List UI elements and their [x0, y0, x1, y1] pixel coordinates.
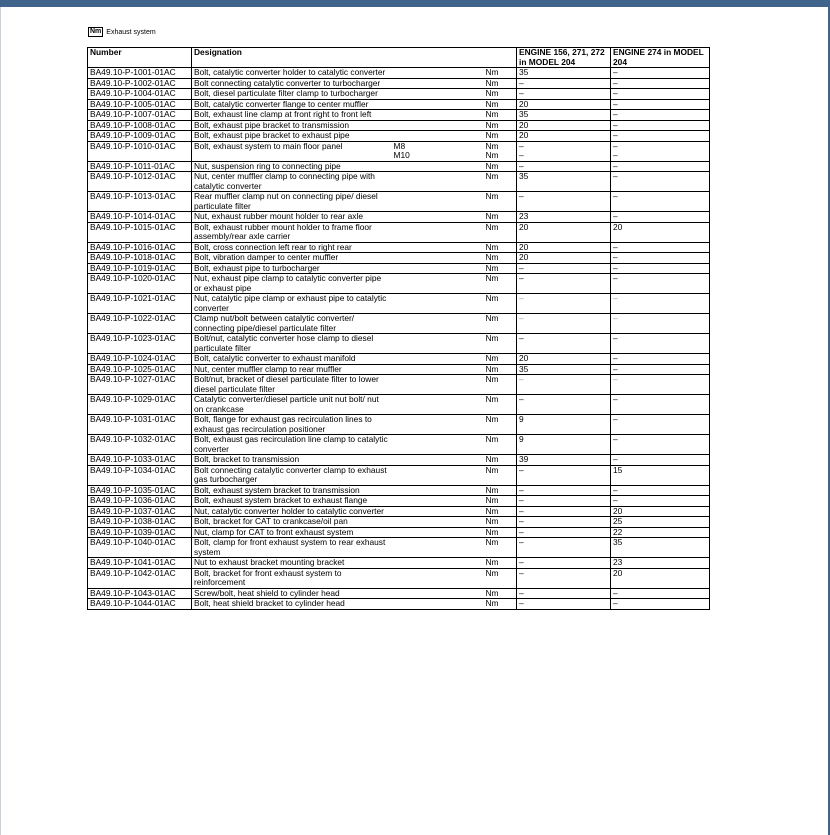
table-row: [88, 455, 710, 466]
engine-156-271-272-value: –: [517, 89, 611, 100]
unit-cell: Nm: [484, 89, 517, 100]
part-number-cell: BA49.10-P-1005-01AC: [88, 99, 192, 110]
unit-cell: Nm: [484, 354, 517, 365]
designation-cell: Nut, center muffler clamp to rear muffler: [192, 364, 392, 375]
part-number-cell: BA49.10-P-1037-01AC: [88, 506, 192, 517]
engine-274-value: –: [611, 354, 710, 365]
thread-size-cell: [392, 527, 484, 538]
designation-cell: Bolt, flange for exhaust gas recirculation lines to exhaust gas recirculation positioner: [192, 415, 392, 435]
part-number-cell: BA49.10-P-1033-01AC: [88, 455, 192, 466]
table-row: [88, 294, 710, 314]
part-number-cell: BA49.10-P-1025-01AC: [88, 364, 192, 375]
engine-274-value: –: [611, 78, 710, 89]
part-number-cell: BA49.10-P-1027-01AC: [88, 375, 192, 395]
unit-cell: Nm: [484, 527, 517, 538]
table-row: [88, 558, 710, 569]
thread-size-cell: [392, 354, 484, 365]
unit-cell: Nm: [484, 455, 517, 466]
designation-cell: Rear muffler clamp nut on connecting pipe/ diesel particulate filter: [192, 192, 392, 212]
designation-cell: Bolt connecting catalytic converter to turbocharger: [192, 78, 392, 89]
designation-cell: Nut, exhaust pipe clamp to catalytic converter pipe or exhaust pipe: [192, 274, 392, 294]
part-number-cell: BA49.10-P-1029-01AC: [88, 395, 192, 415]
table-row: [88, 415, 710, 435]
designation-cell: Clamp nut/bolt between catalytic converter/ connecting pipe/diesel particulate filter: [192, 314, 392, 334]
thread-size-cell: [392, 242, 484, 253]
engine-274-value: –: [611, 455, 710, 466]
unit-cell: Nm: [484, 314, 517, 334]
unit-cell: Nm: [484, 131, 517, 142]
part-number-cell: BA49.10-P-1002-01AC: [88, 78, 192, 89]
unit-cell: Nm: [484, 141, 517, 151]
designation-cell: Bolt, exhaust system bracket to transmission: [192, 485, 392, 496]
thread-size-cell: [392, 496, 484, 507]
unit-cell: Nm: [484, 558, 517, 569]
thread-size-cell: [392, 99, 484, 110]
engine-156-271-272-value: –: [517, 192, 611, 212]
designation-cell: Bolt, cross connection left rear to right rear: [192, 242, 392, 253]
thread-size-cell: [392, 314, 484, 334]
section-title: Exhaust system: [106, 28, 156, 36]
thread-size-cell: [392, 110, 484, 121]
header-designation: Designation: [192, 48, 517, 68]
designation-cell: Nut, suspension ring to connecting pipe: [192, 161, 392, 172]
designation-cell: Bolt/nut, catalytic converter hose clamp to diesel particulate filter: [192, 334, 392, 354]
thread-size-cell: [392, 120, 484, 131]
thread-size-cell: [392, 89, 484, 100]
engine-156-271-272-value: –: [517, 274, 611, 294]
table-row: [88, 506, 710, 517]
engine-274-value: 23: [611, 558, 710, 569]
part-number-cell: BA49.10-P-1043-01AC: [88, 588, 192, 599]
unit-cell: Nm: [484, 242, 517, 253]
unit-cell: Nm: [484, 99, 517, 110]
engine-156-271-272-value: –: [517, 314, 611, 334]
engine-274-value: 35: [611, 538, 710, 558]
designation-cell: Bolt, diesel particulate filter clamp to turbocharger: [192, 89, 392, 100]
unit-cell: Nm: [484, 538, 517, 558]
designation-cell: Bolt, bracket for front exhaust system to reinforcement: [192, 568, 392, 588]
thread-size-cell: [392, 222, 484, 242]
designation-cell: Nut to exhaust bracket mounting bracket: [192, 558, 392, 569]
table-row: [88, 161, 710, 172]
part-number-cell: BA49.10-P-1031-01AC: [88, 415, 192, 435]
designation-cell: Nut, catalytic converter holder to catalytic converter: [192, 506, 392, 517]
unit-cell: Nm: [484, 485, 517, 496]
table-row: [88, 395, 710, 415]
thread-size-cell: [392, 558, 484, 569]
designation-cell: Nut, exhaust rubber mount holder to rear axle: [192, 212, 392, 223]
part-number-cell: BA49.10-P-1035-01AC: [88, 485, 192, 496]
designation-cell: Nut, clamp for CAT to front exhaust system: [192, 527, 392, 538]
engine-274-value: –: [611, 314, 710, 334]
designation-cell: Bolt, catalytic converter flange to center muffler: [192, 99, 392, 110]
table-row: [88, 314, 710, 334]
thread-size-cell: [392, 485, 484, 496]
engine-274-value: –: [611, 294, 710, 314]
engine-156-271-272-value: –: [517, 527, 611, 538]
engine-156-271-272-value: 35: [517, 172, 611, 192]
table-row: [88, 334, 710, 354]
engine-274-value: –: [611, 496, 710, 507]
designation-cell: Bolt, exhaust pipe bracket to transmission: [192, 120, 392, 131]
header-engine-274: ENGINE 274 in MODEL 204: [611, 48, 710, 68]
unit-cell: Nm: [484, 496, 517, 507]
table-row: [88, 222, 710, 242]
engine-274-value: 20: [611, 568, 710, 588]
part-number-cell: BA49.10-P-1023-01AC: [88, 334, 192, 354]
part-number-cell: BA49.10-P-1013-01AC: [88, 192, 192, 212]
unit-cell: Nm: [484, 415, 517, 435]
table-row: [88, 242, 710, 253]
designation-cell: Bolt connecting catalytic converter clamp to exhaust gas turbocharger: [192, 465, 392, 485]
engine-274-value: –: [611, 242, 710, 253]
unit-cell: Nm: [484, 334, 517, 354]
engine-274-value: –: [611, 395, 710, 415]
engine-274-value: –: [611, 68, 710, 79]
engine-274-value: –: [611, 131, 710, 142]
engine-156-271-272-value: 20: [517, 222, 611, 242]
table-row: [88, 68, 710, 79]
window-left-border: [0, 7, 1, 835]
part-number-cell: BA49.10-P-1036-01AC: [88, 496, 192, 507]
engine-156-271-272-value: 9: [517, 435, 611, 455]
engine-156-271-272-value: –: [517, 294, 611, 314]
engine-156-271-272-value: –: [517, 538, 611, 558]
thread-size-cell: [392, 375, 484, 395]
thread-size-cell: [392, 465, 484, 485]
engine-156-271-272-value: –: [517, 588, 611, 599]
engine-156-271-272-value: 20: [517, 131, 611, 142]
table-row: [88, 517, 710, 528]
unit-cell: Nm: [484, 517, 517, 528]
unit-cell: Nm: [484, 263, 517, 274]
part-number-cell: BA49.10-P-1021-01AC: [88, 294, 192, 314]
engine-274-value: –: [611, 110, 710, 121]
part-number-cell: BA49.10-P-1014-01AC: [88, 212, 192, 223]
engine-156-271-272-value: 35: [517, 68, 611, 79]
table-row: [88, 120, 710, 131]
header-engine-156-271-272: ENGINE 156, 271, 272 in MODEL 204: [517, 48, 611, 68]
table-row: [88, 465, 710, 485]
designation-cell: Bolt, heat shield bracket to cylinder head: [192, 599, 392, 610]
unit-cell: Nm: [484, 465, 517, 485]
engine-274-value: –: [611, 485, 710, 496]
engine-156-271-272-value: –: [517, 141, 611, 151]
engine-274-value: –: [611, 334, 710, 354]
thread-size-cell: [392, 274, 484, 294]
unit-cell: Nm: [484, 151, 517, 161]
table-row: [88, 538, 710, 558]
engine-274-value: –: [611, 588, 710, 599]
unit-cell: Nm: [484, 120, 517, 131]
unit-cell: Nm: [484, 364, 517, 375]
engine-274-value: 25: [611, 517, 710, 528]
engine-156-271-272-value: –: [517, 161, 611, 172]
thread-size-cell: [392, 395, 484, 415]
unit-cell: Nm: [484, 161, 517, 172]
thread-size-cell: [392, 253, 484, 264]
designation-cell: Bolt, exhaust gas recirculation line clamp to catalytic converter: [192, 435, 392, 455]
nm-unit-icon: Nm: [90, 28, 102, 35]
thread-size-cell: [392, 131, 484, 142]
engine-274-value: 20: [611, 222, 710, 242]
unit-cell: Nm: [484, 568, 517, 588]
designation-cell: Bolt, bracket to transmission: [192, 455, 392, 466]
part-number-cell: BA49.10-P-1019-01AC: [88, 263, 192, 274]
designation-cell: Bolt, exhaust system bracket to exhaust flange: [192, 496, 392, 507]
thread-size-cell: [392, 68, 484, 79]
section-heading: [88, 26, 156, 38]
thread-size-cell: [392, 161, 484, 172]
table-row: [88, 172, 710, 192]
engine-156-271-272-value: –: [517, 334, 611, 354]
designation-cell: Screw/bolt, heat shield to cylinder head: [192, 588, 392, 599]
table-row: [88, 274, 710, 294]
table-body: [88, 68, 710, 610]
thread-size-cell: [392, 78, 484, 89]
part-number-cell: BA49.10-P-1015-01AC: [88, 222, 192, 242]
thread-size-cell: M10: [392, 151, 484, 161]
part-number-cell: BA49.10-P-1018-01AC: [88, 253, 192, 264]
engine-274-value: –: [611, 161, 710, 172]
part-number-cell: BA49.10-P-1041-01AC: [88, 558, 192, 569]
part-number-cell: BA49.10-P-1024-01AC: [88, 354, 192, 365]
engine-156-271-272-value: 20: [517, 242, 611, 253]
table-row: [88, 192, 710, 212]
engine-274-value: –: [611, 151, 710, 161]
designation-cell: Bolt, catalytic converter to exhaust manifold: [192, 354, 392, 365]
torque-table: [87, 47, 710, 610]
table-row: [88, 588, 710, 599]
designation-cell: Bolt, exhaust rubber mount holder to frame floor assembly/rear axle carrier: [192, 222, 392, 242]
part-number-cell: BA49.10-P-1016-01AC: [88, 242, 192, 253]
engine-274-value: –: [611, 89, 710, 100]
engine-156-271-272-value: –: [517, 558, 611, 569]
part-number-cell: BA49.10-P-1039-01AC: [88, 527, 192, 538]
engine-274-value: –: [611, 274, 710, 294]
part-number-cell: BA49.10-P-1032-01AC: [88, 435, 192, 455]
table-row: [88, 78, 710, 89]
unit-cell: Nm: [484, 172, 517, 192]
thread-size-cell: [392, 435, 484, 455]
table-row: [88, 131, 710, 142]
unit-cell: Nm: [484, 78, 517, 89]
unit-cell: Nm: [484, 110, 517, 121]
table-row: [88, 99, 710, 110]
thread-size-cell: [392, 364, 484, 375]
engine-156-271-272-value: –: [517, 375, 611, 395]
engine-156-271-272-value: –: [517, 263, 611, 274]
designation-cell: Bolt, exhaust system to main floor panel: [192, 141, 392, 151]
table-row: [88, 485, 710, 496]
window-top-bar: [0, 0, 830, 7]
unit-cell: Nm: [484, 274, 517, 294]
thread-size-cell: [392, 506, 484, 517]
part-number-cell: BA49.10-P-1038-01AC: [88, 517, 192, 528]
part-number-cell: BA49.10-P-1020-01AC: [88, 274, 192, 294]
part-number-cell: BA49.10-P-1012-01AC: [88, 172, 192, 192]
engine-156-271-272-value: –: [517, 78, 611, 89]
table-row: [88, 263, 710, 274]
unit-cell: Nm: [484, 192, 517, 212]
designation-cell: Nut, catalytic pipe clamp or exhaust pipe to catalytic converter: [192, 294, 392, 314]
unit-cell: Nm: [484, 435, 517, 455]
engine-156-271-272-value: 39: [517, 455, 611, 466]
designation-cell: Bolt/nut, bracket of diesel particulate filter to lower diesel particulate filter: [192, 375, 392, 395]
table-row: [88, 435, 710, 455]
part-number-cell: BA49.10-P-1009-01AC: [88, 131, 192, 142]
thread-size-cell: [392, 263, 484, 274]
table-row: [88, 212, 710, 223]
engine-274-value: –: [611, 212, 710, 223]
engine-274-value: 20: [611, 506, 710, 517]
unit-cell: Nm: [484, 375, 517, 395]
engine-274-value: –: [611, 415, 710, 435]
engine-156-271-272-value: –: [517, 506, 611, 517]
engine-156-271-272-value: –: [517, 395, 611, 415]
table-row: [88, 496, 710, 507]
part-number-cell: BA49.10-P-1004-01AC: [88, 89, 192, 100]
table-row: [88, 527, 710, 538]
thread-size-cell: [392, 172, 484, 192]
unit-cell: Nm: [484, 212, 517, 223]
table-row: [88, 364, 710, 375]
table-row: [88, 151, 710, 161]
thread-size-cell: [392, 334, 484, 354]
engine-156-271-272-value: 20: [517, 253, 611, 264]
engine-156-271-272-value: 23: [517, 212, 611, 223]
table-row: [88, 89, 710, 100]
engine-156-271-272-value: –: [517, 465, 611, 485]
table-row: [88, 253, 710, 264]
unit-cell: Nm: [484, 395, 517, 415]
designation-cell: Catalytic converter/diesel particle unit nut bolt/ nut on crankcase: [192, 395, 392, 415]
designation-cell: Bolt, catalytic converter holder to catalytic converter: [192, 68, 392, 79]
engine-156-271-272-value: 35: [517, 110, 611, 121]
table-row: [88, 354, 710, 365]
unit-cell: Nm: [484, 506, 517, 517]
table-header-row: [88, 48, 710, 68]
thread-size-cell: [392, 599, 484, 610]
engine-156-271-272-value: 9: [517, 415, 611, 435]
engine-274-value: –: [611, 435, 710, 455]
table-row: [88, 599, 710, 610]
engine-274-value: –: [611, 99, 710, 110]
table-row: [88, 375, 710, 395]
unit-cell: Nm: [484, 253, 517, 264]
table-row: [88, 141, 710, 151]
thread-size-cell: [392, 294, 484, 314]
engine-156-271-272-value: –: [517, 485, 611, 496]
engine-274-value: –: [611, 172, 710, 192]
engine-274-value: –: [611, 263, 710, 274]
thread-size-cell: [392, 517, 484, 528]
engine-274-value: –: [611, 599, 710, 610]
engine-156-271-272-value: –: [517, 568, 611, 588]
header-number: Number: [88, 48, 192, 68]
table-row: [88, 568, 710, 588]
thread-size-cell: [392, 538, 484, 558]
designation-cell: Bolt, clamp for front exhaust system to rear exhaust system: [192, 538, 392, 558]
part-number-cell: BA49.10-P-1044-01AC: [88, 599, 192, 610]
thread-size-cell: [392, 212, 484, 223]
thread-size-cell: [392, 588, 484, 599]
thread-size-cell: M8: [392, 141, 484, 151]
part-number-cell: BA49.10-P-1034-01AC: [88, 465, 192, 485]
engine-274-value: –: [611, 375, 710, 395]
part-number-cell: BA49.10-P-1008-01AC: [88, 120, 192, 131]
engine-274-value: –: [611, 364, 710, 375]
part-number-cell: BA49.10-P-1042-01AC: [88, 568, 192, 588]
unit-cell: Nm: [484, 588, 517, 599]
engine-156-271-272-value: –: [517, 496, 611, 507]
unit-cell: Nm: [484, 222, 517, 242]
engine-274-value: –: [611, 120, 710, 131]
designation-cell: Bolt, vibration damper to center muffler: [192, 253, 392, 264]
engine-156-271-272-value: 20: [517, 99, 611, 110]
engine-156-271-272-value: –: [517, 517, 611, 528]
thread-size-cell: [392, 415, 484, 435]
designation-cell: [192, 151, 392, 161]
thread-size-cell: [392, 568, 484, 588]
engine-274-value: –: [611, 192, 710, 212]
unit-cell: Nm: [484, 68, 517, 79]
designation-cell: Bolt, exhaust line clamp at front right to front left: [192, 110, 392, 121]
engine-156-271-272-value: 20: [517, 354, 611, 365]
designation-cell: Bolt, exhaust pipe to turbocharger: [192, 263, 392, 274]
part-number-cell: BA49.10-P-1001-01AC: [88, 68, 192, 79]
unit-cell: Nm: [484, 294, 517, 314]
engine-156-271-272-value: 20: [517, 120, 611, 131]
part-number-cell: BA49.10-P-1022-01AC: [88, 314, 192, 334]
part-number-cell: BA49.10-P-1010-01AC: [88, 141, 192, 151]
part-number-cell: BA49.10-P-1007-01AC: [88, 110, 192, 121]
part-number-cell: [88, 151, 192, 161]
table-row: [88, 110, 710, 121]
designation-cell: Nut, center muffler clamp to connecting pipe with catalytic converter: [192, 172, 392, 192]
engine-274-value: –: [611, 253, 710, 264]
engine-156-271-272-value: –: [517, 151, 611, 161]
unit-cell: Nm: [484, 599, 517, 610]
part-number-cell: BA49.10-P-1011-01AC: [88, 161, 192, 172]
engine-274-value: 22: [611, 527, 710, 538]
engine-156-271-272-value: 35: [517, 364, 611, 375]
engine-274-value: 15: [611, 465, 710, 485]
thread-size-cell: [392, 192, 484, 212]
part-number-cell: BA49.10-P-1040-01AC: [88, 538, 192, 558]
designation-cell: Bolt, exhaust pipe bracket to exhaust pipe: [192, 131, 392, 142]
thread-size-cell: [392, 455, 484, 466]
designation-cell: Bolt, bracket for CAT to crankcase/oil pan: [192, 517, 392, 528]
engine-274-value: –: [611, 141, 710, 151]
engine-156-271-272-value: –: [517, 599, 611, 610]
